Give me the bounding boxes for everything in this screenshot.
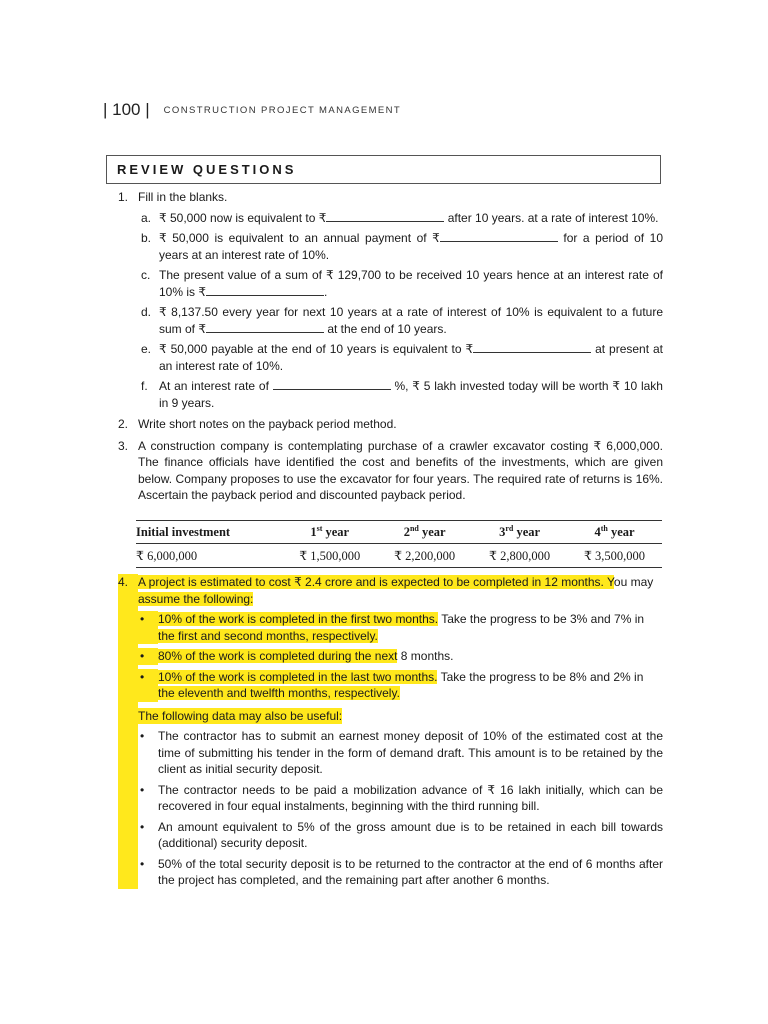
section-heading-box [106,155,661,184]
list-item: • 10% of the work is completed in the first two months. Take the progress to be 3% and 7% in the first and second months, respectively. [140,612,645,643]
sub-question-b: b. ₹ 50,000 is equivalent to an annual payment of ₹ for a period of 10 years at an interest rate of 10%. [141,231,664,262]
blank-line [273,379,391,390]
sub-question-e: e. ₹ 50,000 payable at the end of 10 years is equivalent to ₹ at present at an interest rate of 10%. [141,342,663,373]
table-header-row [136,521,662,544]
question-3: 3. A construction company is contemplating purchase of a crawler excavator costing ₹ 6,000,000. The finance officials have identified the cost and benefits of the investments, which are given below. Company proposes to use the excavator for four years. The required rate of returns is 16%. Ascertain the payback period and discounted payback period. [118,438,663,502]
blank-line [206,285,324,296]
question-1 [118,189,663,411]
question-4: 4. A project is estimated to cost ₹ 2.4 crore and is expected to be completed in 12 months. You may assume the following: • 10% of the work is completed in the first two months. Take the progress to be 3% and 7% in the first and second months, respectively. • 80% of the work is completed during the next 8 months. • 10% of the work is completed in the last two months. Take the progress to be 8% and 2% in the eleventh and twelfth months, respectively. The following data may also be useful: • The contractor has to submit an earnest money deposit of 10% of the estimated cost at the time of submitting his tender in the form of demand draft. This amount is to be retained by the client as initial security deposit. • The contractor needs to be paid a mobilization advance of ₹ 16 lakh initially, which can be recovered in four equal instalments, beginning with the third running bill. • An amount equivalent to 5% of the gross amount due is to be retained in each bill towards (additional) security deposit. • 50% of the total security deposit is to be returned to the contractor at the end of 6 months after the project has completed, and the remaining part after another 6 months. [118,575,663,887]
table-cell: ₹ 2,800,000 [472,544,567,568]
table-cell: ₹ 2,200,000 [377,544,472,568]
table-cell: ₹ 1,500,000 [282,544,377,568]
list-item: • 10% of the work is completed in the last two months. Take the progress to be 8% and 2% in the eleventh and twelfth months, respectively. [140,669,644,700]
column-header: 4th year [567,521,662,544]
questions-1-3 [118,189,663,509]
list-item: • An amount equivalent to 5% of the gross amount due is to be retained in each bill towards (additional) security deposit. [140,819,663,850]
column-header: 3rd year [472,521,567,544]
sub-question-f: f. At an interest rate of %, ₹ 5 lakh invested today will be worth ₹ 10 lakh in 9 years. [141,379,663,410]
question-2: 2. Write short notes on the payback period method. [118,416,663,433]
section-title: REVIEW QUESTIONS [117,162,297,177]
list-item: • The contractor has to submit an earnest money deposit of 10% of the estimated cost at the time of submitting his tender in the form of demand draft. This amount is to be retained by the client as initial security deposit. [140,729,663,776]
highlighted-text: A project is estimated to cost ₹ 2.4 crore and is expected to be completed in 12 months. Y [138,575,614,589]
running-header [103,100,401,120]
table-cell: ₹ 3,500,000 [567,544,662,568]
blank-line [473,342,591,353]
question-number: 1. [118,190,129,204]
column-header: Initial investment [136,521,282,544]
blank-line [440,231,558,242]
table-cell: ₹ 6,000,000 [136,544,282,568]
question-text: Fill in the blanks. [138,190,228,204]
table-row [136,544,662,568]
question-number: 4. [118,574,138,889]
list-item: • The contractor needs to be paid a mobilization advance of ₹ 16 lakh initially, which can be recovered in four equal instalments, beginning with the third running bill. [140,782,663,813]
page-number: | 100 | [103,100,150,119]
column-header: 2nd year [377,521,472,544]
question-text: A construction company is contemplating purchase of a crawler excavator costing ₹ 6,000,000. The finance officials have identified the cost and benefits of the investments, which are given below. Company proposes to use the excavator for four years. The required rate of returns is 16%. Ascertain the payback period and discounted payback period. [138,438,663,502]
highlighted-text: The following data may also be useful: [138,708,343,723]
blank-line [206,322,324,333]
blank-line [326,211,444,222]
list-item: • 50% of the total security deposit is to be returned to the contractor at the end of 6 months after the project has completed, and the remaining part after another 6 months. [140,856,663,887]
list-item: • 80% of the work is completed during the next 8 months. [140,649,454,663]
sub-question-d: d. ₹ 8,137.50 every year for next 10 years at a rate of interest of 10% is equivalent to a future sum of ₹ at the end of 10 years. [141,305,663,336]
sub-question-c: c. The present value of a sum of ₹ 129,700 to be received 10 years hence at an interest rate of 10% is ₹ . [141,268,663,299]
sub-question-a: a. ₹ 50,000 now is equivalent to ₹ after 10 years. at a rate of interest 10%. [141,210,659,225]
highlighted-text: assume the following: [138,591,254,606]
column-header: 1st year [282,521,377,544]
running-title: CONSTRUCTION PROJECT MANAGEMENT [163,104,402,116]
investment-table [136,520,662,568]
question-text: Write short notes on the payback period method. [138,417,397,431]
